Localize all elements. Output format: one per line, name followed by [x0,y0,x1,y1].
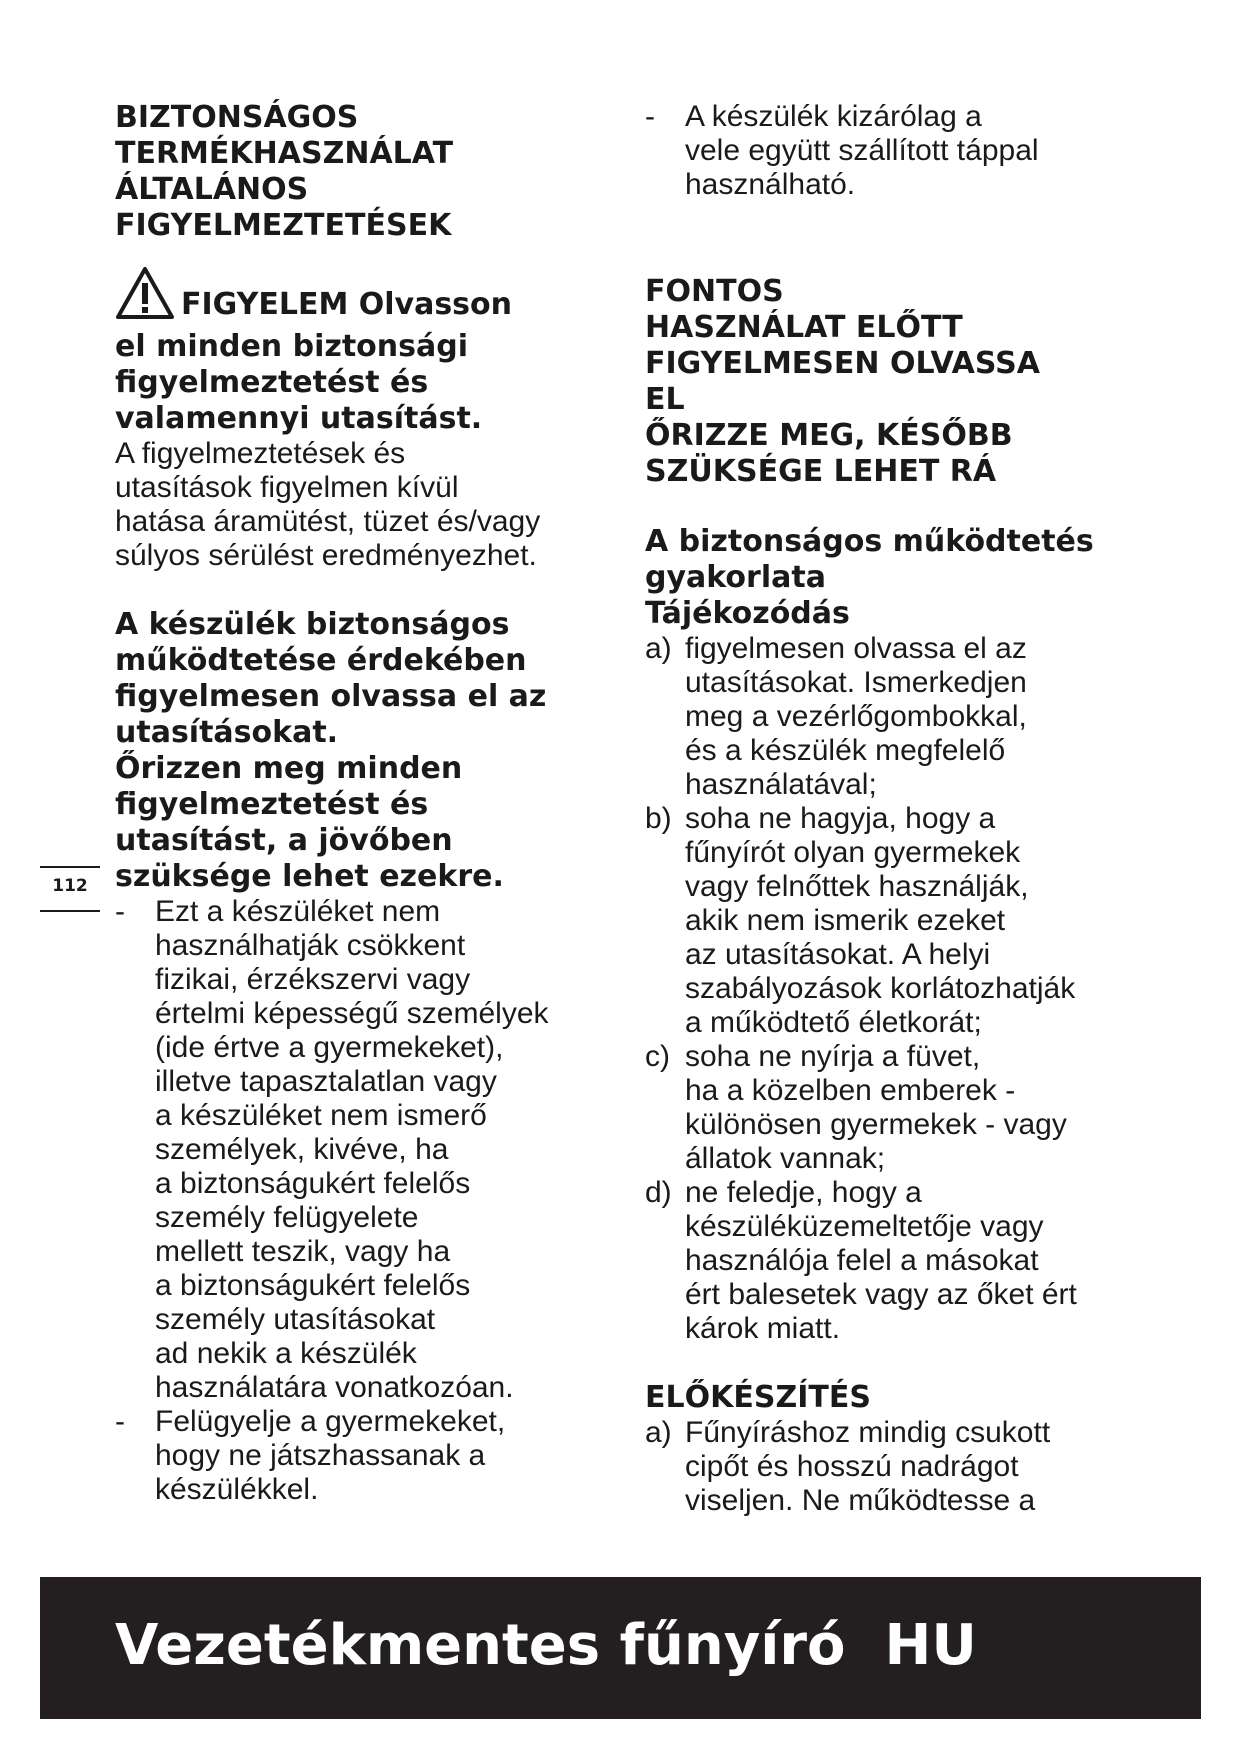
item-line: a működtető életkorát; [685,1006,982,1039]
dash-marker: - [115,1405,125,1438]
item-line: akik nem ismerik ezeket [685,904,1006,937]
left-column [115,100,615,1507]
item-marker: a) [645,1416,672,1449]
item-line: a biztonságukért felelős [155,1167,471,1200]
orientation-item-b [645,802,1165,1040]
item-line: mellett teszik, vagy ha [155,1235,451,1268]
item-line: személy utasításokat [155,1303,436,1336]
safe-op-line: működtetése érdekében [115,643,527,678]
item-line: Felügyelje a gyermekeket, [155,1405,506,1438]
item-line: illetve tapasztalatlan vagy [155,1065,497,1098]
orientation-item-c [645,1040,1165,1176]
safe-op-line: figyelmeztetést és [115,787,429,822]
dash-marker: - [115,895,125,928]
warning-block [115,266,615,573]
page-number-rule-bottom [40,910,100,912]
item-line: A készülék kizárólag a [685,100,982,133]
footer-title: Vezetékmentes fűnyíró HU [115,1613,977,1678]
important-line: HASZNÁLAT ELŐTT [645,310,963,345]
item-line: az utasításokat. A helyi [685,938,991,971]
warning-text-line: hatása áramütést, tüzet és/vagy [115,505,541,538]
item-line: ért balesetek vagy az őket ért [685,1278,1077,1311]
orientation-item-a [645,632,1165,802]
warning-text-line: utasítások figyelmen kívül [115,471,459,504]
item-line: soha ne hagyja, hogy a [685,802,996,835]
dash-list-item [115,895,615,1405]
item-line: használhatják csökkent [155,929,466,962]
item-line: (ide értve a gyermekeket), [155,1031,504,1064]
heading-line: TERMÉKHASZNÁLAT [115,136,454,171]
item-line: cipőt és hosszú nadrágot [685,1450,1019,1483]
warning-label: FIGYELEM Olvasson [181,287,513,322]
practice-heading [645,524,1165,632]
dash-list-item [115,1405,615,1507]
item-line: vele együtt szállított táppal [685,134,1039,167]
item-line: használatára vonatkozóan. [155,1371,514,1404]
warning-triangle-icon [115,266,175,329]
item-line: használható. [685,168,856,201]
item-line: értelmi képességű személyek [155,997,549,1030]
item-line: a biztonságukért felelős [155,1269,471,1302]
footer-bar [40,1577,1201,1719]
warning-text-line: súlyos sérülést eredményezhet. [115,539,537,572]
warning-line: valamennyi utasítást. [115,401,483,436]
safe-op-line: A készülék biztonságos [115,607,510,642]
warning-line: el minden biztonsági [115,329,468,364]
item-line: és a készülék megfelelő [685,734,1006,767]
important-line: FONTOS [645,274,784,309]
item-line: a készüléket nem ismerő [155,1099,487,1132]
item-line: fűnyírót olyan gyermekek [685,836,1021,869]
page-number-rule-top [40,866,100,868]
item-line: állatok vannak; [685,1142,886,1175]
warning-line: figyelmeztetést és [115,365,429,400]
practice-line: A biztonságos működtetés [645,524,1094,559]
practice-line: gyakorlata [645,560,826,595]
orientation-item-d [645,1176,1165,1346]
safe-op-line: figyelmesen olvassa el az [115,679,547,714]
safe-op-line: Őrizzen meg minden [115,751,463,786]
item-line: figyelmesen olvassa el az [685,632,1027,665]
general-warnings-heading [115,100,615,244]
item-line: személyek, kivéve, ha [155,1133,449,1166]
practice-line: Tájékozódás [645,596,850,631]
warning-first-line [115,266,615,329]
item-line: ad nekik a készülék [155,1337,417,1370]
item-line: soha ne nyírja a füvet, [685,1040,981,1073]
right-column [645,100,1165,1518]
item-line: hogy ne játszhassanak a [155,1439,486,1472]
safe-operation-heading [115,607,615,895]
item-marker: d) [645,1176,672,1209]
heading-line: BIZTONSÁGOS [115,100,359,135]
item-line: utasításokat. Ismerkedjen [685,666,1027,699]
item-line: vagy felnőttek használják, [685,870,1029,903]
item-line: különösen gyermekek - vagy [685,1108,1067,1141]
item-marker: c) [645,1040,670,1073]
warning-text-line: A figyelmeztetések és [115,437,406,470]
item-line: használatával; [685,768,877,801]
item-line: ne feledje, hogy a [685,1176,922,1209]
safe-op-line: utasítást, a jövőben [115,823,453,858]
page-number: 112 [52,876,88,896]
important-line: ŐRIZZE MEG, KÉSŐBB [645,418,1013,453]
item-line: személy felügyelete [155,1201,419,1234]
item-line: fizikai, érzékszervi vagy [155,963,471,996]
heading-line: ÁLTALÁNOS [115,172,309,207]
dash-marker: - [645,100,655,133]
item-line: károk miatt. [685,1312,841,1345]
heading-line: FIGYELMEZTETÉSEK [115,208,452,243]
important-line: SZÜKSÉGE LEHET RÁ [645,454,997,489]
item-line: Ezt a készüléket nem [155,895,441,928]
important-line: EL [645,382,685,417]
item-line: készülékkel. [155,1473,319,1506]
item-line: készüléküzemeltetője vagy [685,1210,1044,1243]
item-line: ha a közelben emberek - [685,1074,1016,1107]
dash-list-item [645,100,1165,202]
preparation-item-a [645,1416,1165,1518]
important-line: FIGYELMESEN OLVASSA [645,346,1040,381]
safe-op-line: utasításokat. [115,715,339,750]
item-line: használója felel a másokat [685,1244,1039,1277]
item-marker: a) [645,632,672,665]
preparation-heading: ELŐKÉSZÍTÉS [645,1380,871,1415]
important-heading [645,274,1165,490]
item-line: szabályozások korlátozhatják [685,972,1076,1005]
item-line: meg a vezérlőgombokkal, [685,700,1027,733]
item-line: viseljen. Ne működtesse a [685,1484,1036,1517]
item-line: Fűnyíráshoz mindig csukott [685,1416,1051,1449]
safe-op-line: szüksége lehet ezekre. [115,859,504,894]
item-marker: b) [645,802,672,835]
